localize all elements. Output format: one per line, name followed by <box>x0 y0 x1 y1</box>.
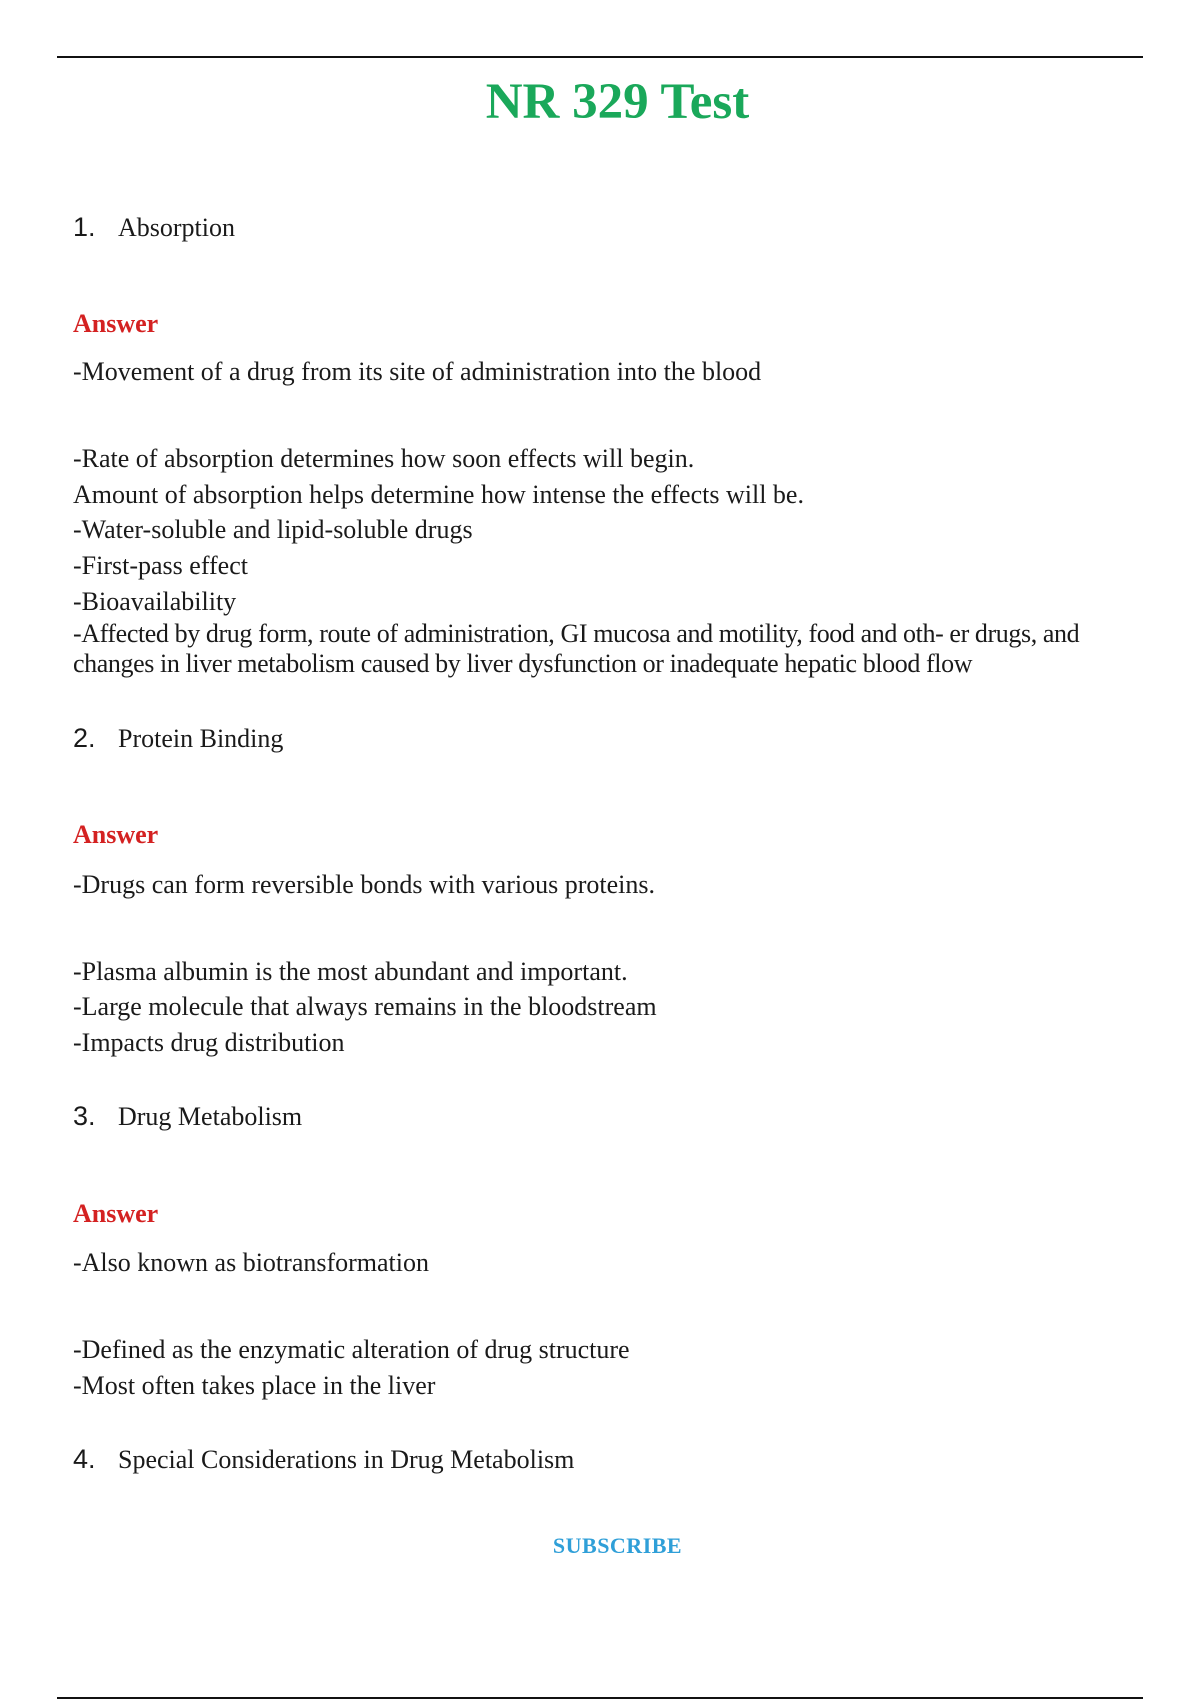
answer-line: -Drugs can form reversible bonds with various proteins. <box>73 870 655 899</box>
answer-line: -Also known as biotransformation <box>73 1248 430 1277</box>
document-title: NR 329 Test <box>485 74 750 130</box>
question-term: Absorption <box>118 213 235 242</box>
question-term: Special Considerations in Drug Metabolism <box>118 1445 575 1474</box>
answer-line: -Bioavailability <box>73 587 237 616</box>
question-number: 3. <box>73 1101 96 1131</box>
answer-label: Answer <box>73 309 159 338</box>
answer-line: -Movement of a drug from its site of administration into the blood <box>73 357 762 386</box>
answer-line: -Impacts drug distribution <box>73 1028 345 1057</box>
question-number: 1. <box>73 212 96 242</box>
answer-line: -Water-soluble and lipid-soluble drugs <box>73 515 473 544</box>
subscribe-link[interactable]: SUBSCRIBE <box>552 1533 683 1558</box>
top-rule <box>57 56 1143 58</box>
answer-line: -Plasma albumin is the most abundant and important. <box>73 957 628 986</box>
answer-label: Answer <box>73 1199 159 1228</box>
answer-line: Amount of absorption helps determine how intense the effects will be. <box>73 480 804 509</box>
question-2 <box>73 723 283 754</box>
question-term: Protein Binding <box>118 724 284 753</box>
question-3 <box>73 1101 302 1132</box>
question-term: Drug Metabolism <box>118 1102 303 1131</box>
question-1 <box>73 212 235 243</box>
bottom-rule <box>57 1697 1143 1699</box>
answer-line: -First-pass effect <box>73 551 248 580</box>
answer-label: Answer <box>73 820 159 849</box>
answer-line: -Large molecule that always remains in the bloodstream <box>73 992 657 1021</box>
answer-line: -Rate of absorption determines how soon effects will begin. <box>73 444 695 473</box>
question-4 <box>73 1444 574 1475</box>
answer-line: -Affected by drug form, route of administration, GI mucosa and motility, food and oth- er drugs, and changes in liver metabolism caused by liver dysfunction or inadequate hepatic blood flow <box>73 619 1080 678</box>
answer-line: -Most often takes place in the liver <box>73 1371 436 1400</box>
question-number: 4. <box>73 1444 96 1474</box>
answer-line: -Defined as the enzymatic alteration of drug structure <box>73 1335 630 1364</box>
question-number: 2. <box>73 723 96 753</box>
